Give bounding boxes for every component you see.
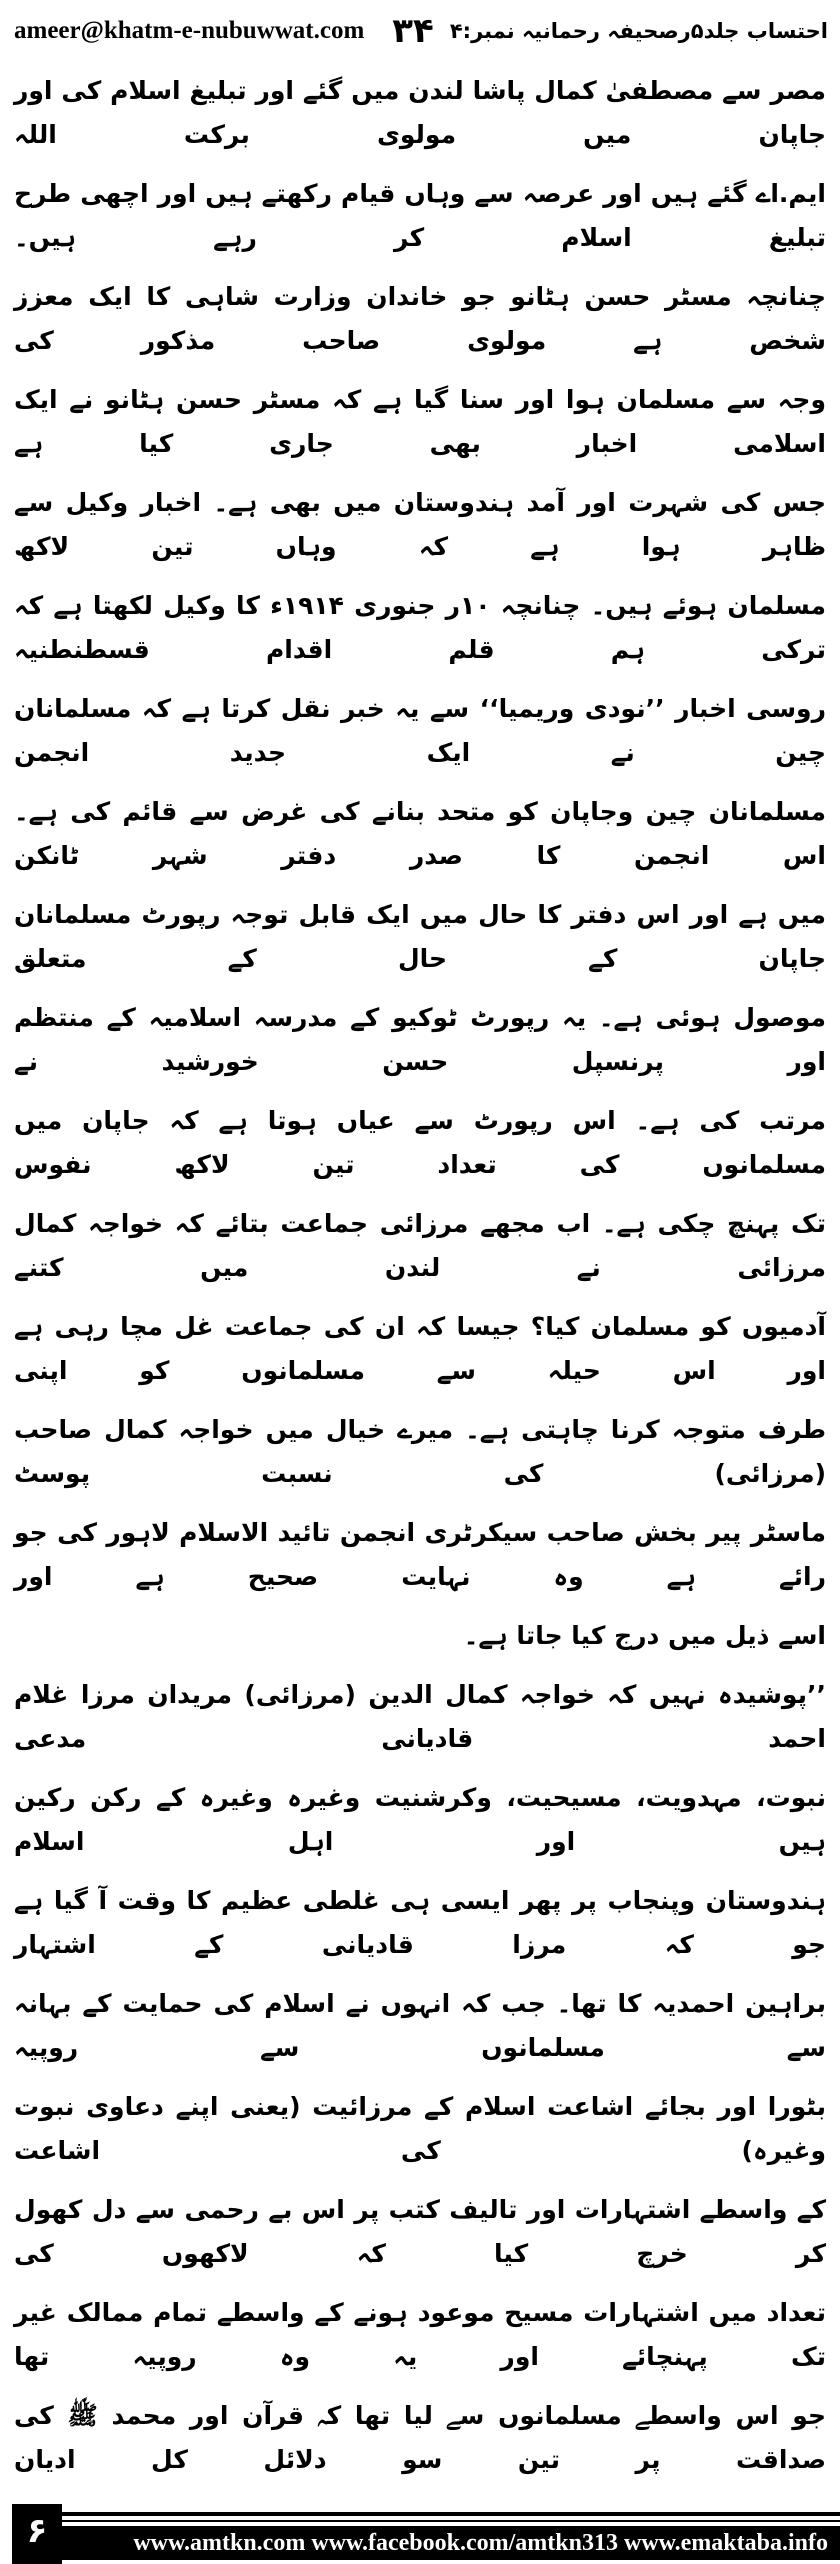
text-line: ماسٹر پیر بخش صاحب سیکرٹری انجمن تائید الاسلام لاہور کی جو رائے ہے وہ نہایت صحیح ہے اور (14, 1518, 826, 1591)
text-line: میں ہے اور اس دفتر کا حال میں ایک قابل توجہ رپورٹ مسلمانان جاپان کے حال کے متعلق (14, 900, 826, 973)
text-line: تک پہنچ چکی ہے۔ اب مجھے مرزائی جماعت بتائے کہ خواجہ کمال مرزائی نے لندن میں کتنے (14, 1209, 826, 1282)
text-line: مرتب کی ہے۔ اس رپورٹ سے عیاں ہوتا ہے کہ جاپان میں مسلمانوں کی تعداد تین لاکھ نفوس (14, 1106, 826, 1179)
text-line: مصر سے مصطفیٰ کمال پاشا لندن میں گئے اور تبلیغ اسلام کی اور جاپان میں مولوی برکت اللہ (14, 76, 826, 149)
text-line: ایم.اے گئے ہیں اور عرصہ سے وہاں قیام رکھتے ہیں اور اچھی طرح تبلیغ اسلام کر رہے ہیں۔ (14, 179, 826, 252)
page-body (14, 62, 826, 2490)
text-line: کے واسطے اشتہارات اور تالیف کتب پر اس بے رحمی سے دل کھول کر خرچ کیا کہ لاکھوں کی (14, 2195, 826, 2269)
text-line: نبوت، مہدویت، مسیحیت، وکرشنیت وغیرہ وغیرہ کے رکن رکین ہیں اور اہل اسلام (14, 1783, 826, 1857)
footer-page-number: ۶ (12, 2504, 62, 2564)
text-line: ’’پوشیدہ نہیں کہ خواجہ کمال الدین (مرزائی) مریدان مرزا غلام احمد قادیانی مدعی (14, 1680, 826, 1754)
footer-links: www.amtkn.com www.facebook.com/amtkn313 www.emaktaba.info (62, 2526, 840, 2560)
text-line: چنانچہ مسٹر حسن ہٹانو جو خاندان وزارت شاہی کا ایک معزز شخص ہے مولوی صاحب مذکور کی (14, 282, 826, 355)
text-line: ہندوستان وپنجاب پر پھر ایسی ہی غلطی عظیم کا وقت آ گیا ہے جو کہ مرزا قادیانی کے اشتہار (14, 1886, 826, 1960)
text-line: تعداد میں اشتہارات مسیح موعود ہونے کے واسطے تمام ممالک غیر تک پہنچائے اور یہ وہ روپیہ تھا (14, 2298, 826, 2372)
text-line: مسلمان ہوئے ہیں۔ چنانچہ ۱۰ر جنوری ۱۹۱۴ء کا وکیل لکھتا ہے کہ ترکی ہم قلم اقدام قسطنطنیہ (14, 591, 826, 664)
text-line: موصول ہوئی ہے۔ یہ رپورٹ ٹوکیو کے مدرسہ اسلامیہ کے منتظم اور پرنسپل حسن خورشید نے (14, 1003, 826, 1076)
text-line: بٹورا اور بجائے اشاعت اسلام کے مرزائیت (یعنی اپنے دعاوی نبوت وغیرہ) کی اشاعت (14, 2092, 826, 2166)
page-header (0, 0, 840, 62)
text-line: روسی اخبار ’’نودی وریمیا‘‘ سے یہ خبر نقل کرتا ہے کہ مسلمانان چین نے ایک جدید انجمن (14, 694, 826, 767)
text-line: جس کی شہرت اور آمد ہندوستان میں بھی ہے۔ اخبار وکیل سے ظاہر ہوا ہے کہ وہاں تین لاکھ (14, 488, 826, 561)
text-line: وجہ سے مسلمان ہوا اور سنا گیا ہے کہ مسٹر حسن ہٹانو نے ایک اسلامی اخبار بھی جاری کیا ہے (14, 385, 826, 458)
header-page-number: ۳۴ (392, 11, 434, 51)
header-title: احتساب جلد۵رصحیفہ رحمانیہ نمبر:۴ (449, 19, 828, 43)
text-line: جو اس واسطے مسلمانوں سے لیا تھا کہ قرآن اور محمد ﷺ کی صداقت پر تین سو دلائل کل ادیان (14, 2401, 826, 2475)
footer-rule (62, 2512, 840, 2516)
text-line: آدمیوں کو مسلمان کیا؟ جیسا کہ ان کی جماعت غل مچا رہی ہے اور اس حیلہ سے مسلمانوں کو اپنی (14, 1312, 826, 1385)
page-footer (0, 2504, 840, 2564)
text-line: طرف متوجہ کرنا چاہتی ہے۔ میرے خیال میں خواجہ کمال صاحب (مرزائی) کی نسبت پوسٹ (14, 1415, 826, 1488)
text-line: مسلمانان چین وجاپان کو متحد بنانے کی غرض سے قائم کی ہے۔ اس انجمن کا صدر دفتر شہر ٹانکن (14, 797, 826, 870)
text-line: براہین احمدیہ کا تھا۔ جب کہ انہوں نے اسلام کی حمایت کے بہانہ سے مسلمانوں سے روپیہ (14, 1989, 826, 2063)
text-line: اسے ذیل میں درج کیا جاتا ہے۔ (463, 1621, 826, 1650)
footer-rule (62, 2520, 840, 2522)
header-email: ameer@khatm-e-nubuwwat.com (14, 17, 365, 44)
